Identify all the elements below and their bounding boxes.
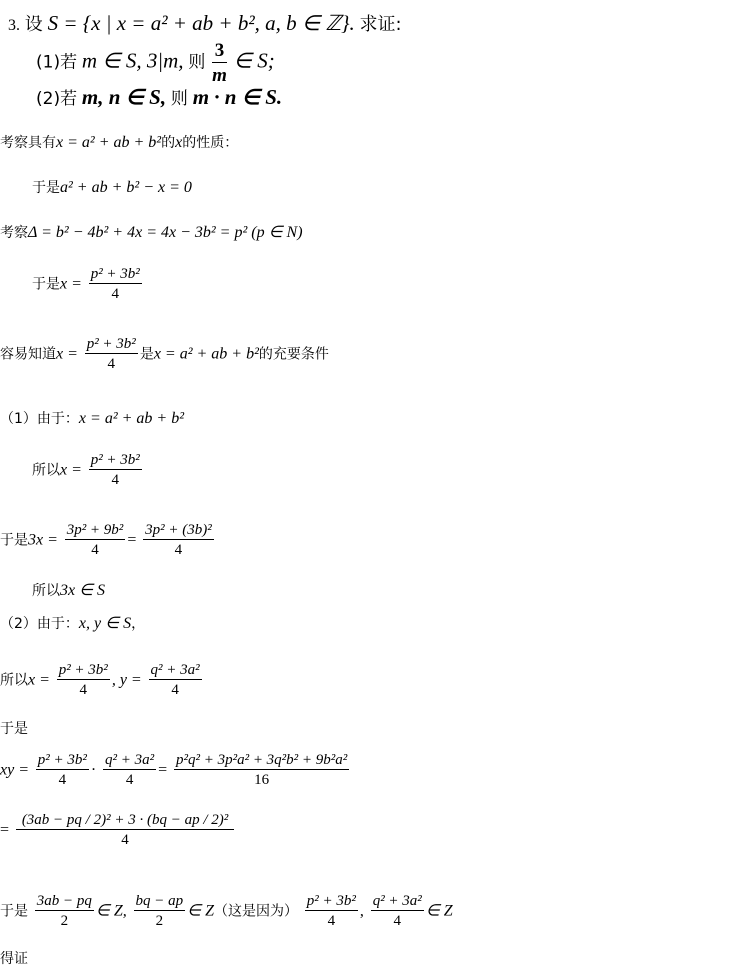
s14-fraction [16, 812, 234, 849]
s6-formula: x = a² + ab + b² [78, 410, 185, 427]
s3-formula: Δ = b² − 4b² + 4x = 4x − 3b² = p² (p ∈ N) [28, 224, 303, 241]
s9-text: 所以 [32, 583, 60, 599]
solution-line-3 [0, 222, 303, 242]
s7-denominator: 4 [111, 472, 119, 488]
s13-xy-eq: xy = [0, 761, 29, 779]
s1-text-c: 的 [161, 135, 176, 151]
s15-comma: , [359, 902, 364, 920]
problem-part-2 [36, 84, 282, 110]
s8-fraction-2 [143, 522, 214, 559]
s7-text: 所以 [32, 462, 60, 479]
s2-text: 于是 [32, 180, 60, 196]
part1-in-s: ∈ S; [233, 48, 275, 73]
s11-denominator-2: 4 [171, 682, 179, 698]
s8-3x-eq: 3x = [28, 531, 58, 549]
s15-in-z-2: ∈ Z [187, 902, 214, 920]
s15-numerator-3: p² + 3b² [306, 893, 356, 909]
s4-text: 于是 [32, 276, 60, 293]
solution-line-14 [0, 812, 236, 849]
solution-line-4 [32, 266, 144, 303]
s4-x-eq: x = [60, 275, 82, 293]
s15-fraction-3 [305, 893, 358, 930]
s15-numerator-1: 3ab − pq [36, 893, 92, 909]
s1-formula: x = a² + ab + b² [56, 134, 162, 151]
s14-denominator: 4 [121, 832, 129, 848]
s5-x-eq: x = [56, 345, 78, 363]
s6-text: （1）由于： [0, 411, 79, 427]
s4-numerator: p² + 3b² [90, 266, 140, 282]
s14-eq: = [0, 821, 10, 839]
s15-fraction-4 [371, 893, 424, 930]
s7-x-eq: x = [60, 461, 82, 479]
s11-fraction-2 [149, 662, 202, 699]
solution-line-12 [0, 718, 28, 738]
s15-numerator-2: bq − ap [135, 893, 184, 909]
s2-formula: a² + ab + b² − x = 0 [60, 179, 192, 196]
s7-numerator: p² + 3b² [90, 452, 140, 468]
s5-text-a: 容易知道 [0, 346, 56, 363]
s5-numerator: p² + 3b² [86, 336, 136, 352]
s15-denominator-3: 4 [327, 913, 336, 929]
s8-text: 于是 [0, 532, 28, 549]
s10-comma: ， [131, 616, 146, 632]
s11-text: 所以 [0, 672, 28, 689]
s13-fraction-1 [36, 752, 89, 789]
part1-denominator: m [212, 65, 227, 86]
problem-intro: 设 [24, 14, 43, 35]
s5-denominator: 4 [107, 356, 115, 372]
s8-numerator-1: 3p² + 9b² [66, 522, 124, 538]
s5-formula: x = a² + ab + b² [153, 345, 259, 363]
s11-fraction-1 [57, 662, 110, 699]
s13-denominator-1: 4 [58, 772, 67, 788]
s15-denominator-1: 2 [60, 913, 69, 929]
s14-numerator: (3ab − pq / 2)² + 3 · (bq − ap / 2)² [16, 812, 234, 830]
s10-formula: x, y ∈ S [78, 615, 132, 632]
solution-line-10 [0, 613, 145, 633]
solution-line-15 [0, 893, 453, 930]
s10-text: （2）由于： [0, 616, 79, 632]
solution-line-8 [0, 522, 216, 559]
s4-fraction [89, 266, 142, 303]
s11-numerator-2: q² + 3a² [150, 662, 200, 678]
s15-denominator-4: 4 [393, 913, 401, 929]
s11-numerator-1: p² + 3b² [58, 662, 108, 678]
solution-line-11 [0, 662, 204, 699]
solution-line-13 [0, 752, 351, 789]
s13-numerator-2: q² + 3a² [105, 752, 155, 768]
s15-denominator-2: 2 [155, 913, 164, 929]
s15-in-z-1: ∈ Z, [95, 902, 127, 920]
problem-line-1 [8, 10, 402, 36]
s13-eq: = [158, 761, 168, 779]
s13-numerator-3: p²q² + 3p²a² + 3q²b² + 9b²a² [175, 752, 348, 768]
s15-fraction-1 [35, 893, 94, 930]
part1-fraction [212, 40, 227, 87]
problem-part-1 [36, 40, 275, 87]
solution-line-6 [0, 408, 184, 428]
s5-text-e: 的充要条件 [258, 346, 329, 363]
part2-conclusion: m · n ∈ S. [192, 85, 283, 109]
part2-condition: m, n ∈ S, [81, 85, 167, 109]
prove-label: 求证: [359, 14, 402, 35]
s1-text-e: 的性质： [182, 135, 239, 151]
s13-numerator-1: p² + 3b² [37, 752, 87, 768]
s11-y-eq: , y = [111, 671, 142, 689]
s15-text-a: 于是 [0, 903, 28, 920]
s8-fraction-1 [65, 522, 126, 559]
s1-text-a: 考察具有 [0, 135, 56, 151]
solution-line-2 [32, 177, 192, 197]
s11-denominator-1: 4 [79, 682, 87, 698]
s8-numerator-2: 3p² + (3b)² [145, 522, 212, 538]
s13-denominator-3: 16 [254, 772, 270, 788]
s5-fraction [85, 336, 138, 373]
part2-then: 则 [170, 89, 188, 109]
part1-then: 则 [188, 52, 206, 73]
s7-fraction [89, 452, 142, 489]
s8-denominator-2: 4 [174, 542, 183, 558]
s13-dot: · [90, 761, 97, 779]
s11-x-eq: x = [28, 671, 50, 689]
part1-condition: m ∈ S, 3|m, [81, 48, 184, 73]
s15-in-z-3: ∈ Z [425, 902, 453, 920]
solution-line-1 [0, 132, 238, 152]
s15-because: （这是因为） [214, 903, 298, 920]
s13-fraction-2 [103, 752, 156, 789]
s4-denominator: 4 [111, 286, 119, 302]
s15-fraction-2 [134, 893, 186, 930]
s15-numerator-4: q² + 3a² [372, 893, 422, 909]
solution-line-9 [32, 580, 105, 600]
s3-text: 考察 [0, 225, 28, 241]
s8-eq: = [127, 531, 137, 549]
solution-line-5 [0, 336, 329, 373]
s12-text: 于是 [0, 721, 28, 737]
s8-denominator-1: 4 [91, 542, 99, 558]
s1-var-x: x [175, 134, 183, 151]
part1-label: (1)若 [36, 52, 78, 73]
solution-line-7 [32, 452, 144, 489]
set-definition: S = {x | x = a² + ab + b², a, b ∈ ℤ}. [47, 11, 355, 35]
part1-numerator: 3 [212, 40, 227, 63]
s16-text: 得证 [0, 951, 28, 967]
s9-formula: 3x ∈ S [60, 582, 106, 599]
problem-number: 3. [8, 17, 20, 34]
solution-line-16 [0, 948, 28, 968]
part2-label: (2)若 [36, 89, 78, 109]
s5-text-c: 是 [139, 346, 154, 363]
s13-denominator-2: 4 [125, 772, 134, 788]
s13-fraction-3 [174, 752, 349, 789]
